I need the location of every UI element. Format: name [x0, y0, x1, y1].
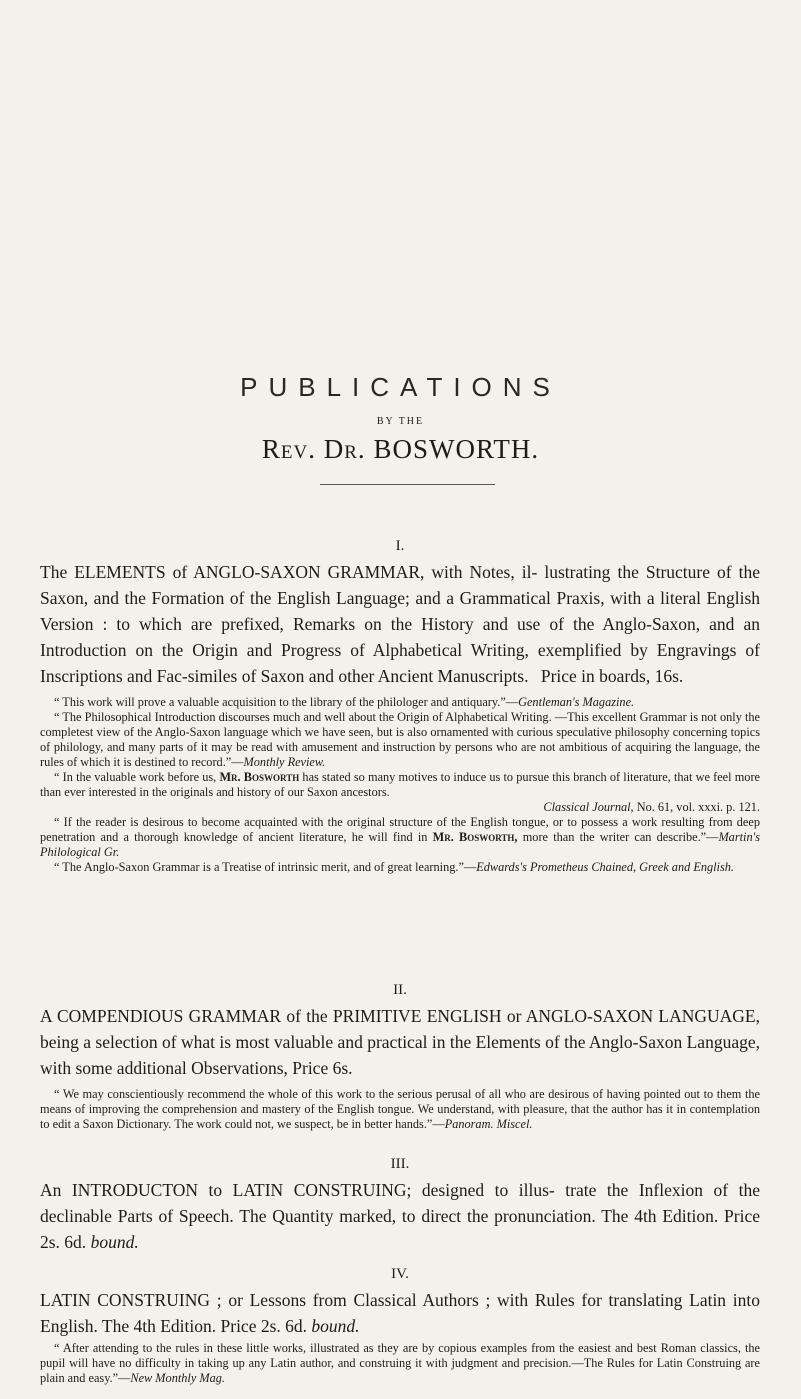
- page-title: PUBLICATIONS: [240, 372, 561, 402]
- section-2: [40, 982, 760, 1132]
- review-quote: “ This work will prove a valuable acquisition to the library of the philologer and antiquary.”—Gentleman's Magazine.: [54, 695, 635, 709]
- section-numeral: IV.: [391, 1266, 409, 1282]
- review-quote: “ We may conscientiously recommend the whole of this work to the serious perusal of all who are desirous of having pointed out to them the means of improving the comprehension and mastery of the English tongue. We understand, with pleasure, that the author has it in contemplation to edit a Saxon Dictionary. The work could not, we suspect, be in better hands.”—Panoram. Miscel.: [40, 1087, 760, 1131]
- author-prefix: Rev. Dr.: [261, 434, 366, 464]
- section-numeral: III.: [390, 1156, 410, 1172]
- review-quote: “ In the valuable work before us, Mr. Bosworth has stated so many motives to induce us to pursue this branch of literature, that we feel more than ever interested in the originals and history of our Saxon ancestors.: [40, 770, 761, 799]
- author-name: [0, 434, 801, 465]
- section-description: LATIN CONSTRUING ; or Lessons from Classical Authors ; with Rules for translating Latin into English. The 4th Edition. Price 2s. 6d. bound.: [40, 1290, 760, 1336]
- author-surname: BOSWORTH.: [373, 434, 540, 464]
- review-quote: “ After attending to the rules in these little works, illustrated as they are by copious examples from the easiest and best Roman classics, the pupil will have no difficulty in taking up any Latin author, and construing it with judgment and precision.—The Rules for Latin Construing are plain and easy.”—New Monthly Mag.: [40, 1341, 760, 1385]
- section-1: [40, 538, 760, 875]
- section-numeral: I.: [395, 538, 405, 554]
- section-description: An INTRODUCTON to LATIN CONSTRUING; designed to illus- trate the Inflexion of the declinable Parts of Speech. The Quantity marked, to direct the pronunciation. The 4th Edition. Price 2s. 6d. bound.: [40, 1180, 760, 1252]
- review-quote: “ The Philosophical Introduction discourses much and well about the Origin of Alphabetical Writing. —This excellent Grammar is not only the completest view of the Anglo-Saxon language which we have seen, but is also ornamented with curious speculative philosophy concerning topics of philology, and many parts of it may be read with amusement and instruction by persons who are not ambitious of acquiring the language, the rules of which it is destined to record.”—Monthly Review.: [40, 710, 760, 769]
- review-quote: “ If the reader is desirous to become acquainted with the original structure of the English tongue, or to possess a work resulting from deep penetration and a thorough knowledge of ancient literature, he will find in Mr. Bosworth, more than the writer can describe.”—Martin's Philological Gr.: [40, 815, 761, 859]
- section-4: [40, 1266, 760, 1386]
- section-description: The ELEMENTS of ANGLO-SAXON GRAMMAR, with Notes, il- lustrating the Structure of the Saxon, and the Formation of the English Language; and a Grammatical Praxis, with a literal English Version : to which are prefixed, Remarks on the History and use of the Anglo-Saxon, and an Introduction on the Origin and Progress of Alphabetical Writing, exemplified by Engravings of Inscriptions and Fac-similes of Saxon and other Ancient Manuscripts. Price in boards, 16s.: [40, 562, 760, 686]
- review-citation: Classical Journal, No. 61, vol. xxxi. p. 121.: [543, 800, 760, 814]
- divider-rule: [320, 484, 495, 485]
- review-quote: “ The Anglo-Saxon Grammar is a Treatise of intrinsic merit, and of great learning.”—Edwards's Prometheus Chained, Greek and English.: [54, 860, 734, 874]
- price: Price in boards, 16s.: [540, 666, 684, 686]
- section-3: [40, 1156, 760, 1255]
- section-description: A COMPENDIOUS GRAMMAR of the PRIMITIVE ENGLISH or ANGLO-SAXON LANGUAGE, being a selection of what is most valuable and practical in the Elements of the Anglo-Saxon Language, with some additional Observations, Price 6s.: [40, 1006, 760, 1078]
- section-numeral: II.: [393, 982, 407, 998]
- by-line: BY THE: [376, 416, 425, 427]
